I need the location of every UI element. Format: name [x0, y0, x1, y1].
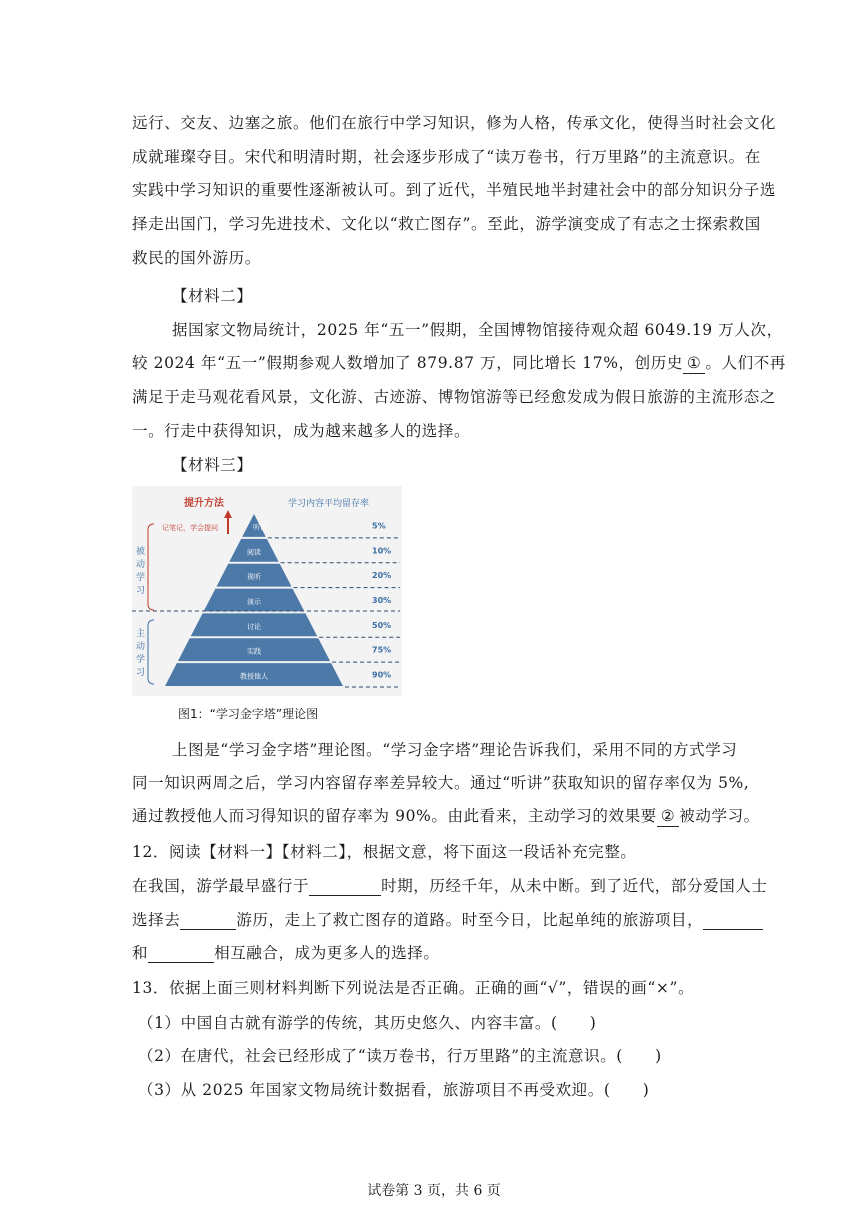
- answer-blank[interactable]: [148, 944, 214, 963]
- passive-label: [136, 545, 145, 596]
- pyramid-layer-label: 演示: [247, 598, 261, 606]
- text-segment: 通过教授他人而习得知识的留存率为 90%。由此看来，主动学习的效果要: [132, 807, 657, 825]
- passive-char: 习: [136, 586, 146, 596]
- text-segment: 和: [132, 944, 149, 962]
- pyramid-layer-label: 讨论: [247, 622, 261, 631]
- passive-char: 学: [136, 573, 146, 583]
- blank-1[interactable]: ①: [683, 353, 706, 374]
- page-footer: 试卷第 3 页，共 6 页: [367, 1183, 501, 1199]
- retention-rate: 5%: [372, 521, 386, 531]
- passive-bracket: [148, 524, 154, 610]
- material2-line: 一。行走中获得知识，成为越来越多人的选择。: [132, 422, 471, 440]
- pyramid-svg: [132, 486, 402, 696]
- material3-line: 同一知识两周之后，学习内容留存率差异较大。通过“听讲”获取知识的留存率仅为 5%,: [132, 774, 750, 792]
- q13-stem: 13．依据上面三则材料判断下列说法是否正确。正确的画“√”，错误的画“×”。: [132, 979, 695, 997]
- active-char: 动: [136, 642, 146, 652]
- retention-rate: 90%: [372, 670, 392, 680]
- retention-rate: 30%: [372, 596, 392, 605]
- text-segment: 在我国，游学最早盛行于: [132, 877, 310, 895]
- material2-heading: 【材料二】: [172, 287, 253, 305]
- material3-heading: 【材料三】: [172, 456, 253, 474]
- pyramid-layer-label: 听讲: [253, 523, 267, 532]
- text-segment: 时期，历经千年，从未中断。到了近代，部分爱国人士: [381, 877, 768, 895]
- retention-rate: 75%: [372, 645, 392, 655]
- pyramid-layer-label: 教授他人: [240, 672, 268, 681]
- retention-rate: 20%: [372, 571, 392, 581]
- active-bracket: [148, 620, 154, 684]
- q12-line: [132, 876, 768, 896]
- text-segment: 。人们不再: [705, 354, 786, 372]
- figure-caption: 图1：“学习金字塔”理论图: [178, 707, 319, 721]
- retention-header: 学习内容平均留存率: [288, 499, 370, 509]
- pyramid-layers: [165, 514, 400, 687]
- paragraph-line: 实践中学习知识的重要性逐渐被认可。到了近代，半殖民地半封建社会中的部分知识分子选: [132, 181, 777, 199]
- tip-text: 记笔记，学会提问: [162, 524, 218, 532]
- material3-line: [132, 806, 760, 827]
- passive-char: 动: [136, 560, 146, 570]
- active-char: 主: [136, 629, 146, 639]
- material2-line: [132, 353, 786, 374]
- retention-rate: 50%: [372, 620, 392, 630]
- answer-blank[interactable]: [309, 877, 381, 896]
- text-segment: 被动学习。: [679, 807, 760, 825]
- text-segment: 选择去: [132, 911, 181, 929]
- paragraph-line: 成就璀璨夺目。宋代和明清时期，社会逐步形成了“读万卷书，行万里路”的主流意识。在: [132, 148, 761, 166]
- text-segment: 游历，走上了救亡图存的道路。时至今日，比起单纯的旅游项目，: [236, 911, 704, 929]
- learning-pyramid-figure: [132, 486, 402, 696]
- paragraph-line: 择走出国门，学习先进技术、文化以“救亡图存”。至此，游学演变成了有志之士探索救国: [132, 215, 761, 233]
- answer-blank[interactable]: [703, 911, 763, 930]
- material2-line: 满足于走马观花看风景，文化游、古迹游、博物馆游等已经愈发成为假日旅游的主流形态之: [132, 388, 777, 406]
- arrow-head-icon: [224, 510, 232, 518]
- method-label: 提升方法: [184, 498, 224, 509]
- q13-item[interactable]: （3）从 2025 年国家文物局统计数据看，旅游项目不再受欢迎。( ): [138, 1081, 650, 1099]
- pyramid-layer-label: 阅读: [247, 548, 261, 557]
- pyramid-layer-label: 实践: [247, 647, 261, 656]
- active-char: 学: [136, 655, 146, 665]
- text-segment: 较 2024 年“五一”假期参观人数增加了 879.87 万，同比增长 17%，创历史: [132, 354, 683, 372]
- q12-line: [132, 943, 440, 963]
- q13-item[interactable]: （1）中国自古就有游学的传统，其历史悠久、内容丰富。( ): [138, 1014, 597, 1032]
- pyramid-layer-label: 视听: [247, 573, 261, 582]
- answer-blank[interactable]: [180, 911, 236, 930]
- q13-item[interactable]: （2）在唐代，社会已经形成了“读万卷书，行万里路”的主流意识。( ): [138, 1047, 662, 1065]
- paragraph-line: 远行、交友、边塞之旅。他们在旅行中学习知识，修为人格，传承文化，使得当时社会文化: [132, 114, 777, 132]
- text-segment: 相互融合，成为更多人的选择。: [214, 944, 440, 962]
- active-char: 习: [136, 668, 146, 678]
- q12-line: [132, 910, 763, 930]
- material3-line: 上图是“学习金字塔”理论图。“学习金字塔”理论告诉我们，采用不同的方式学习: [172, 741, 738, 759]
- active-label: [136, 627, 145, 678]
- passive-char: 被: [136, 547, 146, 557]
- q12-stem: 12．阅读【材料一】【材料二】，根据文意，将下面这一段话补充完整。: [132, 843, 637, 861]
- blank-2[interactable]: ②: [657, 806, 680, 827]
- material2-line: 据国家文物局统计，2025 年“五一”假期，全国博物馆接待观众超 6049.19 万人次，: [172, 321, 783, 339]
- retention-rate: 10%: [372, 546, 392, 556]
- paragraph-line: 救民的国外游历。: [132, 249, 261, 267]
